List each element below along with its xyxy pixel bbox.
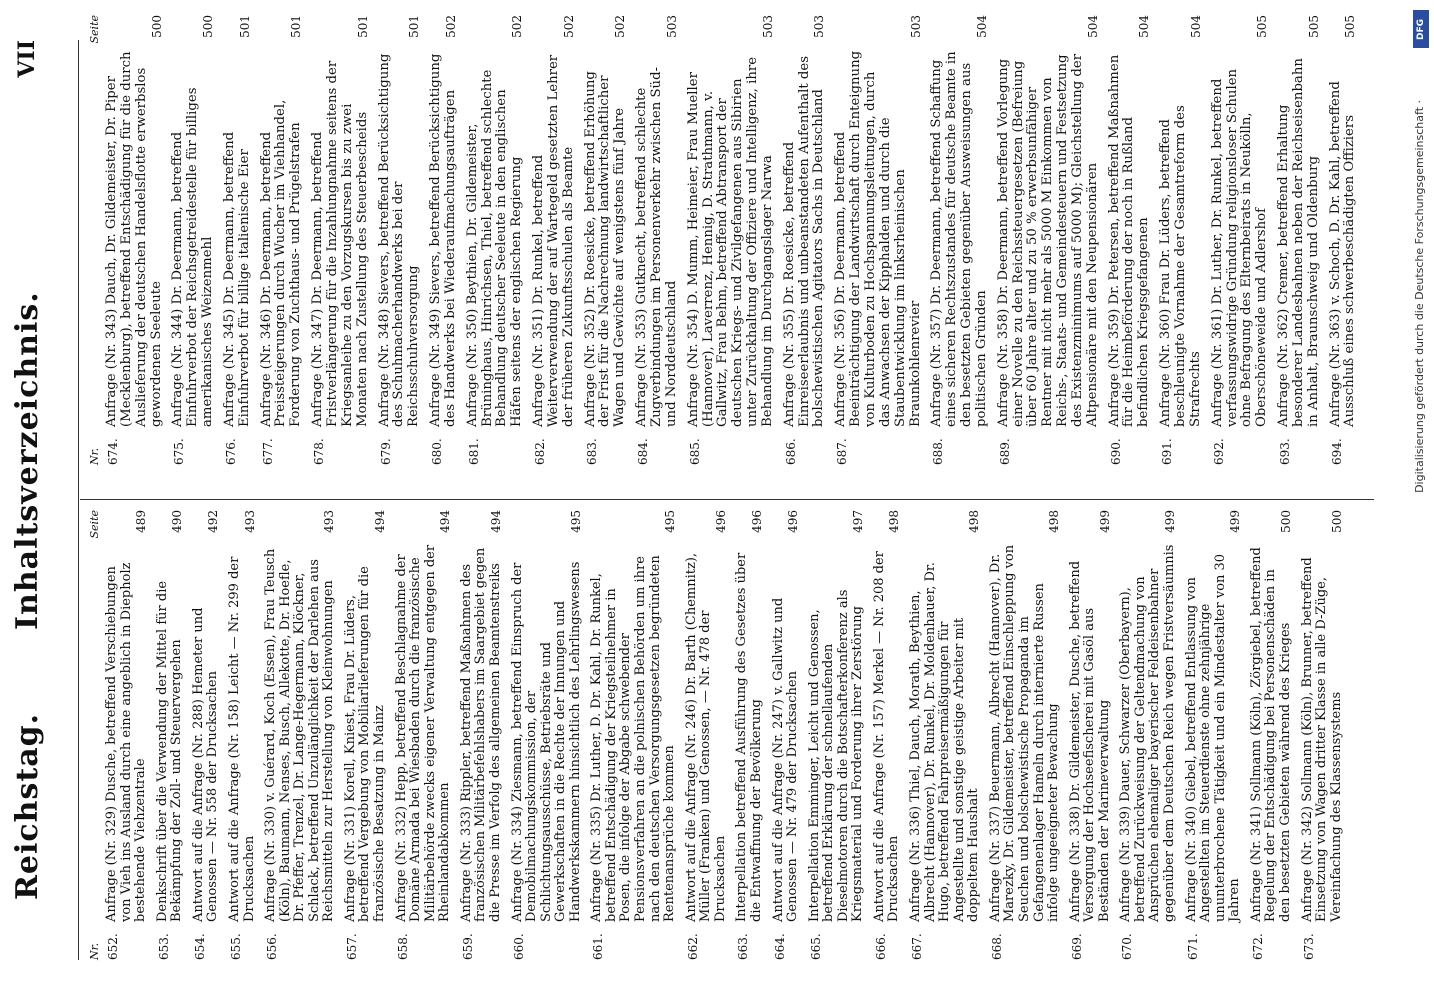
entry-number: 674. (106, 438, 120, 465)
entry-page: 504 (1085, 15, 1100, 38)
entry-page: 499 (1097, 510, 1112, 533)
index-entry (156, 510, 185, 960)
index-entry (1159, 15, 1204, 465)
entry-number: 692. (1211, 438, 1226, 465)
entry-number: 675. (172, 438, 187, 465)
entry-page: 494 (488, 510, 503, 533)
index-entry (171, 15, 216, 465)
entry-page: 496 (713, 510, 728, 533)
index-entry (635, 15, 680, 465)
index-entry (783, 15, 828, 465)
index-entry (1301, 510, 1345, 960)
entry-number: 661. (591, 933, 606, 960)
index-entry (584, 15, 629, 465)
index-entry (1211, 15, 1270, 465)
entry-number: 694. (1329, 438, 1344, 465)
entry-number: 663. (736, 933, 751, 960)
entry-number: 676. (223, 438, 238, 465)
entry-text: Interpellation betreffend Ausführung des Gesetzes über die Entwaffnung der Bevölkerung (734, 552, 764, 922)
index-entry (228, 510, 257, 960)
entry-text: Anfrage (Nr. 334) Ziesmann, betreffend Einspruch der Demobilmachungskommission, der Schlichtungsausschüsse, Betriebsräte und Gewerkschaften in die Rechte der Innungen und Handwerkskammern hinsichtlich des Lehrlingswesens (509, 561, 583, 922)
entry-page: 498 (1047, 510, 1062, 533)
index-entry (1277, 15, 1322, 465)
entry-text: Anfrage (Nr. 338) Dr. Gildemeister, Dusche, betreffend Versorgung der Hochseefischerei mit Gasöl aus Beständen der Marineverwaltung (1067, 560, 1112, 922)
entry-page: 500 (149, 15, 164, 38)
index-entry (590, 510, 677, 960)
index-entry (808, 510, 866, 960)
page-column-label: Seite (88, 510, 101, 539)
entry-number: 657. (344, 933, 359, 960)
index-entry (395, 510, 453, 960)
entry-page: 504 (974, 15, 989, 38)
entry-page: 503 (908, 15, 923, 38)
entry-page: 492 (206, 510, 221, 533)
entry-page: 503 (664, 15, 679, 38)
entry-number: 659. (460, 933, 475, 960)
index-entry (192, 510, 221, 960)
entry-number: 672. (1250, 933, 1265, 960)
entry-page: 503 (812, 15, 827, 38)
entry-page: 489 (134, 510, 149, 533)
entry-text: Anfrage (Nr. 339) Dauer, Schwarzer (Oberbayern), betreffend Zurückweisung der Geltendmachung von Ansprüchen ehemaliger bayerischer Feldeisenbahner gegenüber dem Deutschen Reich wegen Fristversäumnis (1118, 544, 1177, 922)
header-rule (78, 40, 79, 960)
entry-number: 654. (192, 933, 207, 960)
entry-page: 504 (1137, 15, 1152, 38)
index-entry (1250, 510, 1294, 960)
entry-page: 496 (786, 510, 801, 533)
entry-text: Anfrage (Nr. 329) Dusche, betreffend Verschiebungen von Vieh ins Ausland durch eine angeblich in Diepholz bestehende Viehzentrale (104, 562, 149, 922)
index-entry (687, 15, 776, 465)
entry-page: 504 (1188, 15, 1203, 38)
entry-page: 503 (760, 15, 775, 38)
funding-note: Digitalisierung gefördert durch die Deutsche Forschungsgemeinschaft · (1413, 100, 1426, 493)
entry-text: Anfrage (Nr. 344) Dr. Deermann, betreffend Einfuhrverbot der Reichsgetreidestelle für billiges amerikanisches Weizenmehl (170, 87, 216, 427)
entry-number: 669. (1069, 933, 1084, 960)
entry-number: 652. (106, 933, 120, 960)
entry-text: Anfrage (Nr. 358) Dr. Deermann, betreffend Vorlegung einer Novelle zu den Reichssteuergesetzen (Befreiung über 60 Jahre alter und zu 50 % erwerbsunfähiger Rentner mit nicht mehr als 5000 M Einkommen von Reichs-, Staats- und Gemeindesteuern und Festsetzung des Existenzminimums auf 5000 M); Gleichstellung der Altpensionäre mit den Neupensionären (995, 53, 1100, 427)
entry-text: Antwort auf die Anfrage (Nr. 158) Leicht — Nr. 299 der Drucksachen (226, 556, 257, 922)
entry-text: Anfrage (Nr. 330) v. Guérard, Koch (Essen), Frau Teusch (Köln), Baumann, Nenses, Busch, Allekotte, Dr. Hoefle, Dr. Pfeffer, Trenzel, Dr. Lange-Hegermann, Klöckner, Schlack, betreffend Unzulänglichkeit der Darlehen aus Reichsmitteln zur Herstellung von Kleinwohnungen (263, 548, 337, 922)
entry-page: 502 (561, 15, 576, 38)
entry-text: Anfrage (Nr. 353) Gutknecht, betreffend schlechte Zugverbindungen im Personenverkehr zwischen Süd- und Norddeutschland (634, 66, 679, 427)
entry-page: 498 (887, 510, 902, 533)
index-entry (344, 510, 388, 960)
entry-page: 500 (201, 15, 216, 38)
header-left-title: Reichstag. (10, 712, 45, 900)
index-entry (466, 15, 525, 465)
entry-number: 673. (1301, 933, 1316, 960)
entry-page: 493 (322, 510, 337, 533)
left-entry-list (105, 510, 1344, 960)
entry-text: Antwort auf die Anfrage (Nr. 247) v. Gallwitz und Genossen — Nr. 479 der Drucksachen (770, 597, 801, 922)
entry-number: 681. (466, 438, 481, 465)
right-column (88, 15, 1374, 465)
index-entry (873, 510, 902, 960)
entry-page: 505 (1306, 15, 1321, 38)
index-entry (511, 510, 584, 960)
page-header (8, 40, 66, 960)
entry-page: 494 (438, 510, 453, 533)
entry-page: 500 (1278, 510, 1293, 533)
entry-text: Anfrage (Nr. 331) Korell, Kniest, Frau Dr. Lüders, betreffend Vergebung von Mobiliarlieferungen für die französische Besatzung in Mainz (342, 566, 387, 922)
entry-number: 666. (873, 933, 888, 960)
index-entry (685, 510, 729, 960)
entry-text: Anfrage (Nr. 352) Dr. Roesicke, betreffend Erhöhung der Frist für die Nachrechnung landwirtschaftlicher Wagen und Gewichte auf wenigstens fünf Jahre (582, 71, 628, 427)
entry-text: Antwort auf die Anfrage (Nr. 246) Dr. Barth (Chemnitz), Müller (Franken) und Genossen, — Nr. 478 der Drucksachen (683, 552, 728, 922)
entry-page: 499 (1228, 510, 1243, 533)
entry-text: Anfrage (Nr. 360) Frau Dr. Lüders, betreffend beschleunigte Vornahme der Gesamtreform des Strafrechts (1158, 105, 1203, 427)
index-entry (105, 510, 149, 960)
entry-text: Antwort auf die Anfrage (Nr. 157) Merkel — Nr. 208 der Drucksachen (871, 551, 902, 922)
entry-text: Anfrage (Nr. 346) Dr. Deermann, betreffend Preissteigerungen durch Wucher im Viehhandel, Forderung von Zuchthaus- und Prügelstrafen (258, 99, 304, 427)
index-entry (429, 15, 459, 465)
entry-page: 505 (1255, 15, 1270, 38)
entry-text: Anfrage (Nr. 356) Dr. Deermann, betreffend Beeinträchtigung der Landwirtschaft durch Enteignung von Kulturboden zu Hochspannungsleitungen, durch das Anwachsen der Kipphalden und durch die Staubentwicklung im linksrheinischen Braunkohlenrevier (833, 50, 923, 427)
index-entry (834, 15, 923, 465)
entry-text: Anfrage (Nr. 349) Sievers, betreffend Berücksichtigung des Handwerks bei Wiederaufmachungsaufträgen (428, 53, 458, 427)
entry-number: 660. (511, 933, 526, 960)
entry-text: Anfrage (Nr. 361) Dr. Luther, Dr. Runkel, betreffend verfassungswidrige Gründung religionsloser Schulen ohne Befragung des Elternbeirats in Neukölln, Oberschöneweide und Adlershof (1209, 68, 1270, 427)
number-column-label: Nr. (88, 447, 101, 465)
entry-page: 494 (373, 510, 387, 533)
entry-text: Anfrage (Nr. 355) Dr. Roesicke, betreffend Einreiseerlaubnis und unbeanstandeten Aufenthalt des bolschewistischen Agitators Sachs in Deutschland (781, 55, 827, 427)
index-entry (1108, 15, 1153, 465)
entry-number: 677. (260, 438, 275, 465)
entry-number: 691. (1160, 438, 1175, 465)
entry-text: Anfrage (Nr. 350) Beythien, Dr. Gildemeister, Brüninghaus, Hinrichsen, Thiel, betreffend schlechte Behandlung deutscher Seeleute in den englischen Häfen seitens der englischen Regierung (464, 69, 525, 427)
entry-number: 688. (931, 438, 946, 465)
entry-number: 686. (783, 438, 798, 465)
column-divider (80, 499, 1374, 500)
left-column-header (88, 510, 101, 960)
page-column-label: Seite (88, 15, 101, 44)
entry-number: 658. (395, 933, 410, 960)
entry-text: Anfrage (Nr. 362) Cremer, betreffend Erhaltung besonderer Landesbahnen neben der Reichseisenbahn in Anhalt, Braunschweig und Oldenburg (1276, 58, 1321, 427)
entry-number: 682. (533, 438, 548, 465)
entry-text: Antwort auf die Anfrage (Nr. 288) Hemeter und Genossen — Nr. 558 der Drucksachen (190, 607, 221, 922)
index-entry (460, 510, 504, 960)
entry-page: 495 (663, 510, 678, 533)
entry-page: 502 (613, 15, 628, 38)
entry-text: Anfrage (Nr. 347) Dr. Deermann, betreffend Fristverlängerung für die Inzahlungnahme seitens der Kriegsanleihe zu den Vorzugskursen bis zu zwei Monaten nach Zustellung des Steuerbescheids (310, 60, 370, 427)
entry-text: Anfrage (Nr. 354) D. Mumm, Heimeier, Frau Mueller (Hannover), Laverrenz, Hennig, D. Strathmann, v. Gallwitz, Frau Behm, betreffend Abtransport der deutschen Kriegs- und Zivilgefangenen aus Sibirien unter Zurückhaltung der Offiziere und Intelligenz, ihre Behandlung im Durchgangslager Narwa (685, 56, 775, 427)
entry-number: 684. (636, 438, 651, 465)
right-entry-list (105, 15, 1358, 465)
entry-text: Anfrage (Nr. 333) Rippler, betreffend Maßnahmen des französischen Militärbefehlshabers im Saargebiet gegen die Presse im Verfolg des allgemeinen Beamtenstreiks (458, 547, 503, 922)
index-entry (772, 510, 801, 960)
right-column-header (88, 15, 101, 465)
entry-number: 664. (772, 933, 787, 960)
entry-number: 679. (378, 438, 393, 465)
entry-text: Anfrage (Nr. 351) Dr. Runkel, betreffend Weiterverwendung der auf Wartegeld gesetzten Lehrer der früheren Zukunftsschulen als Beamte (531, 54, 576, 427)
entry-page: 502 (510, 15, 525, 38)
entry-number: 683. (584, 438, 599, 465)
entry-page: 490 (170, 510, 185, 533)
entry-number: 689. (997, 438, 1012, 465)
left-column (88, 510, 1374, 960)
entry-page: 502 (443, 15, 458, 38)
entry-text: Anfrage (Nr. 357) Dr. Deermann, betreffend Schaffung eines sicheren Rechtszustandes für deutsche Beamte in den besetzten Gebieten gegenüber Ausweisungen aus politischen Gründen (929, 51, 989, 427)
entry-number: 653. (156, 933, 171, 960)
entry-number: 668. (989, 933, 1004, 960)
entry-page: 501 (289, 15, 304, 38)
index-entry (532, 15, 577, 465)
entry-text: Anfrage (Nr. 342) Sollmann (Köln), Brunner, betreffend Einsetzung von Wagen dritter Klasse in alle D-Züge, Vereinfachung des Klassensystems (1299, 557, 1344, 922)
entry-text: Anfrage (Nr. 363) v. Schoch, D. Dr. Kahl, betreffend Ausschluß eines schwerbeschädigten Offiziers (1327, 81, 1358, 427)
entry-number: 690. (1108, 438, 1123, 465)
index-entry (909, 510, 982, 960)
index-entry (264, 510, 337, 960)
header-center-title: Inhaltsverzeichnis. (10, 291, 45, 630)
entry-page: 500 (1329, 510, 1344, 533)
entry-text: Anfrage (Nr. 348) Sievers, betreffend Berücksichtigung des Schuhmacherhandwerks bei der Reichsschuhversorgung (376, 53, 422, 427)
entry-number: 680. (430, 438, 445, 465)
index-entry (1185, 510, 1243, 960)
entry-page: 493 (242, 510, 257, 533)
entry-page: 498 (967, 510, 982, 533)
entry-text: Anfrage (Nr. 332) Hepp, betreffend Beschlagnahme der Domäne Armada bei Wiesbaden durch die französische Militärbehörde zwecks eigener Verwaltung entgegen der Rheinlandabkommen (393, 544, 453, 922)
entry-text: Anfrage (Nr. 335) Dr. Luther, D. Dr. Kahl, Dr. Runkel, betreffend Entschädigung der Kriegsteilnehmer in Posen, die infolge der Abgabe schwebender Pensionsverfahren an die polnischen Behörden um ihre nach den deutschen Versorgungsgesetzen begründeten Rentenansprüche kommen (589, 555, 678, 922)
entry-text: Denkschrift über die Verwendung der Mittel für die Bekämpfung der Zoll- und Steuervergehen (154, 580, 185, 922)
entry-page: 505 (1343, 15, 1358, 38)
index-entry (930, 15, 989, 465)
digitization-sidenote (1406, 0, 1434, 1000)
entry-text: Anfrage (Nr. 343) Dauch, Dr. Gildemeister, Dr. Piper (Mecklenburg), betreffend Entschädigung für die durch Auslieferung der deutschen Handelsflotte erwerbslos gewordenen Seeleute (104, 51, 164, 427)
entry-page: 497 (851, 510, 866, 533)
index-entry (1329, 15, 1359, 465)
index-entry (223, 15, 253, 465)
entry-page: 495 (568, 510, 583, 533)
entry-number: 667. (910, 933, 924, 960)
entry-page: 501 (237, 15, 252, 38)
index-entry (260, 15, 305, 465)
index-entry (311, 15, 370, 465)
index-entry (105, 15, 164, 465)
entry-page: 501 (355, 15, 370, 38)
entry-number: 693. (1278, 438, 1293, 465)
index-entry (378, 15, 423, 465)
entry-text: Anfrage (Nr. 340) Giebel, betreffend Entlassung von Angestellten im Steuerdienste ohne zehnjährige ununterbrochene Tätigkeit und ein Mindestalter von 30 Jahren (1183, 553, 1243, 922)
entry-number: 655. (228, 933, 243, 960)
dfg-logo: DFG (1413, 10, 1429, 48)
entry-number: 687. (835, 438, 850, 465)
entry-text: Anfrage (Nr. 337) Beuermann, Albrecht (Hannover), Dr. Marezky, Dr. Gildemeister, betreffend Einschleppung von Seuchen und bolschewistische Propaganda im Gefangenenlager Hameln durch internierte Russen infolge ungeeigneter Bewachung (987, 544, 1062, 922)
index-entry (989, 510, 1062, 960)
index-entry (1069, 510, 1113, 960)
entry-number: 670. (1120, 933, 1135, 960)
entry-text: Anfrage (Nr. 341) Sollmann (Köln), Zörgiebel, betreffend Regelung der Entschädigung bei Personenschäden in den besetzten Gebieten während des Krieges (1248, 547, 1293, 922)
entry-number: 665. (808, 933, 823, 960)
index-entry (1119, 510, 1177, 960)
entry-page: 496 (749, 510, 764, 533)
entry-number: 656. (265, 933, 280, 960)
entry-page: 501 (407, 15, 422, 38)
index-entry (997, 15, 1101, 465)
page-number: VII (14, 40, 40, 78)
number-column-label: Nr. (88, 942, 101, 960)
entry-number: 678. (312, 438, 327, 465)
entry-text: Anfrage (Nr. 336) Thiel, Dauch, Morath, Beythien, Albrecht (Hannover), Dr. Runkel, Dr. Moldenhauer, Dr. Hugo, betreffend Fahrpreisermäßigungen für Angestellte und sonstige geistige Arbeiter mit doppeltem Haushalt (908, 562, 982, 922)
index-entry (735, 510, 764, 960)
entry-number: 662. (685, 933, 700, 960)
entry-number: 671. (1185, 933, 1200, 960)
entry-text: Anfrage (Nr. 345) Dr. Deermann, betreffend Einfuhrverbot für billige italienische Eier (221, 131, 252, 427)
entry-page: 499 (1163, 510, 1177, 533)
entry-text: Anfrage (Nr. 359) Dr. Petersen, betreffend Maßnahmen für die Heimbeförderung der noch in Rußland befindlichen Kriegsgefangenen (1106, 54, 1152, 427)
entry-number: 685. (687, 438, 702, 465)
entry-text: Interpellation Emminger, Leicht und Genossen, betreffend Erklärung der schnellaufenden Dieselmotoren durch die Botschafterkonferenz als Kriegsmaterial und Forderung ihrer Zerstörung (806, 589, 866, 922)
